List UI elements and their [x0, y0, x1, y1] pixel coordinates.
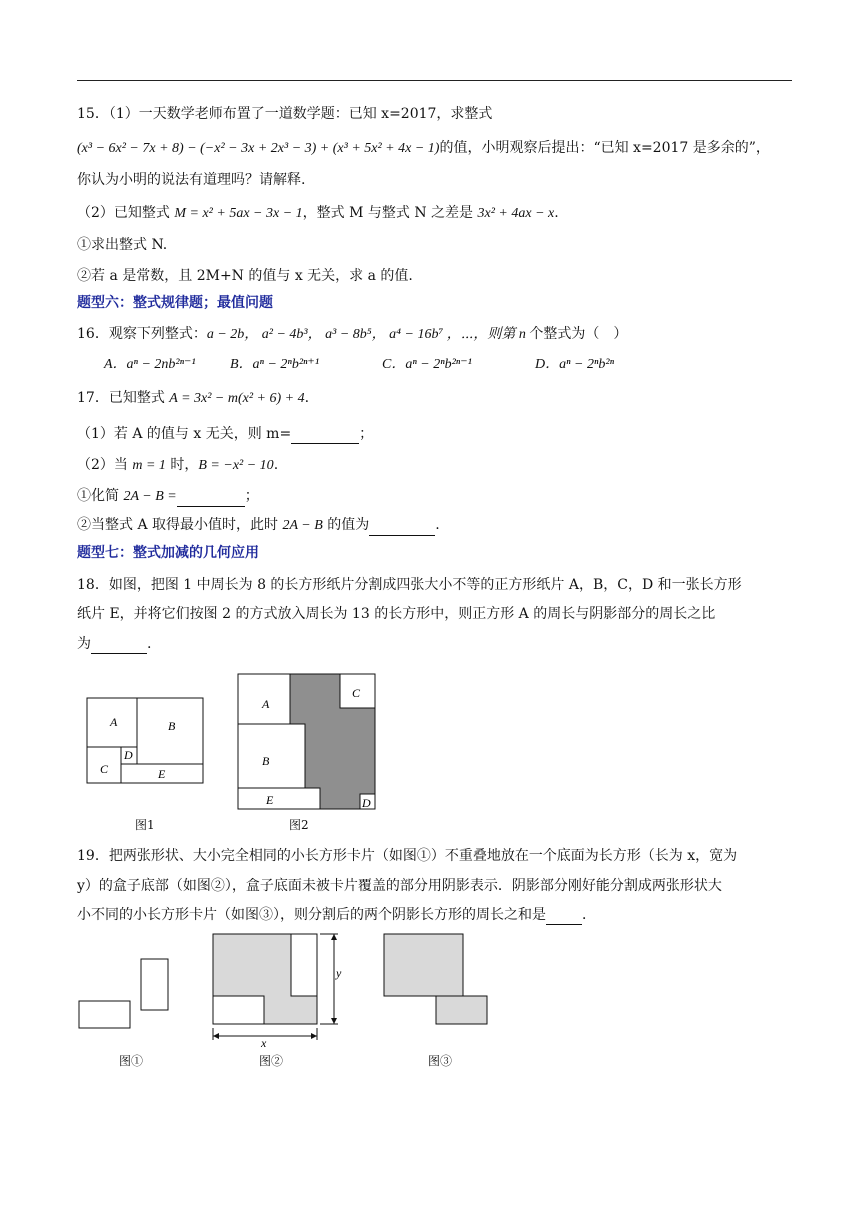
q17-p2-prefix: （2）当 — [77, 457, 133, 473]
q17-part1 — [77, 424, 373, 444]
fig2-caption: 图2 — [289, 818, 309, 832]
fig1-label-b: B — [168, 719, 176, 733]
fig1-caption: 图1 — [135, 818, 155, 832]
q16-option-d: D．aⁿ − 2ⁿb²ⁿ — [535, 357, 614, 372]
fig1-label-d: D — [124, 748, 133, 762]
q19-fig1-caption: 图① — [119, 1054, 144, 1068]
q19-figure-3 — [380, 930, 492, 1028]
q17-stem-end: . — [304, 390, 310, 406]
header-rule — [77, 80, 792, 81]
q15-line6: ②若 a 是常数，且 2M+N 的值与 x 无关，求 a 的值. — [77, 268, 413, 284]
q18-blank[interactable] — [91, 639, 147, 654]
q18-l3-prefix: 为 — [77, 636, 91, 652]
q17-s2-blank[interactable] — [369, 521, 435, 536]
q18-figure-1 — [86, 696, 206, 786]
q19-figure-1 — [76, 955, 172, 1033]
q17-s1-blank[interactable] — [177, 492, 245, 507]
q17-m-value: m = 1 — [132, 458, 166, 473]
q15-diff-expr: 3x² + 4ax − x — [477, 206, 555, 221]
q17-p2-mid: 时， — [165, 457, 199, 473]
q16-n: n — [515, 327, 530, 342]
q16-stem — [77, 324, 627, 345]
q15-line3: 你认为小明的说法有道理吗？请解释. — [77, 172, 306, 188]
fig2-label-e: E — [266, 793, 274, 807]
q19-figure-2 — [208, 930, 348, 1048]
q15-line2 — [77, 138, 770, 159]
q17-p1-blank[interactable] — [291, 429, 359, 444]
q18-figure-2 — [236, 672, 378, 812]
q17-part2 — [77, 455, 278, 476]
q15-line1: 15．（1）一天数学老师布置了一道数学题：已知 x=2017，求整式 — [77, 106, 493, 122]
q17-p1-end: ； — [359, 426, 374, 442]
q15-l4-mid: ，整式 M 与整式 N 之差是 — [302, 205, 478, 221]
q19-fig3-caption: 图③ — [428, 1054, 453, 1068]
q17-s2-prefix: ②当整式 A 取得最小值时，此时 — [77, 517, 283, 533]
q17-s1-prefix: ①化简 — [77, 488, 124, 504]
q17-s2-mid: 的值为 — [322, 517, 370, 533]
fig2-label-a: A — [262, 697, 270, 711]
q15-line2-text: 的值，小明观察后提出：“已知 x=2017 是多余的”， — [439, 140, 770, 156]
q15-l4-end: . — [554, 205, 559, 221]
q16-terms: a − 2b， a² − 4b³， a³ − 8b⁵， a⁴ − 16b⁷ ，⋯，则第 — [206, 327, 516, 342]
q17-s2-end: . — [435, 517, 440, 533]
q15-line5: ①求出整式 N. — [77, 237, 168, 253]
q17-stem-prefix: 17．已知整式 — [77, 390, 170, 406]
q19-fig2-caption: 图② — [259, 1054, 284, 1068]
fig1-label-a: A — [110, 715, 118, 729]
section-seven-title: 题型七：整式加减的几何应用 — [77, 545, 259, 561]
q15-line4 — [77, 203, 559, 224]
q19-line3 — [77, 905, 596, 925]
q18-l3-end: . — [147, 636, 152, 652]
q15-expression: (x³ − 6x² − 7x + 8) − (−x² − 3x + 2x³ − 3) + (x³ + 5x² + 4x − 1) — [77, 141, 440, 156]
q18-line1: 18．如图，把图 1 中周长为 8 的长方形纸片分割成四张大小不等的正方形纸片 A，B，C，D 和一张长方形 — [77, 577, 742, 593]
q17-s1-end: ； — [244, 488, 259, 504]
q15-l4-prefix: （2）已知整式 — [77, 205, 175, 221]
fig2-label-c: C — [352, 686, 361, 700]
q16-option-b: B．aⁿ − 2ⁿb²ⁿ⁺¹ — [230, 357, 320, 372]
q18-line3 — [77, 634, 151, 654]
q16-stem-suffix: 个整式为（ ） — [529, 326, 628, 342]
q18-line2: 纸片 E，并将它们按图 2 的方式放入周长为 13 的长方形中，则正方形 A 的周长与阴影部分的周长之比 — [77, 606, 716, 622]
q17-stem — [77, 388, 309, 409]
q19-line2: y）的盒子底部（如图②），盒子底面未被卡片覆盖的部分用阴影表示．阴影部分刚好能分割成两张形状大 — [77, 878, 722, 894]
q17-sub1 — [77, 486, 259, 507]
q17-p2-end: . — [273, 457, 279, 473]
fig2-label-d: D — [362, 796, 371, 810]
q19-l3-text: 小不同的小长方形卡片（如图③），则分割后的两个阴影长方形的周长之和是 — [77, 907, 546, 923]
fig1-label-c: C — [100, 762, 109, 776]
q17-s1-expr: 2A − B = — [123, 489, 177, 504]
section-six-title: 题型六：整式规律题；最值问题 — [77, 295, 273, 311]
q19-l3-end: ． — [582, 907, 596, 923]
q15-m-expr: M = x² + 5ax − 3x − 1 — [174, 206, 303, 221]
q19-line1: 19．把两张形状、大小完全相同的小长方形卡片（如图①）不重叠地放在一个底面为长方形（长为 x，宽为 — [77, 848, 738, 864]
q17-b-expr: B = −x² − 10 — [198, 458, 274, 473]
q16-stem-prefix: 16．观察下列整式： — [77, 326, 207, 342]
q16-option-c: C．aⁿ − 2ⁿb²ⁿ⁻¹ — [382, 357, 472, 372]
q19-y-label: y — [336, 966, 342, 980]
q17-s2-expr: 2A − B — [282, 518, 323, 533]
fig2-label-b: B — [262, 754, 270, 768]
q19-blank[interactable] — [546, 910, 582, 925]
q17-a-expr: A = 3x² − m(x² + 6) + 4 — [169, 391, 305, 406]
q19-x-label: x — [261, 1036, 267, 1048]
fig1-label-e: E — [158, 767, 166, 781]
q16-option-a: A．aⁿ − 2nb²ⁿ⁻¹ — [104, 357, 196, 372]
q17-sub2 — [77, 515, 440, 536]
q17-p1-text: （1）若 A 的值与 x 无关，则 m= — [77, 426, 292, 442]
